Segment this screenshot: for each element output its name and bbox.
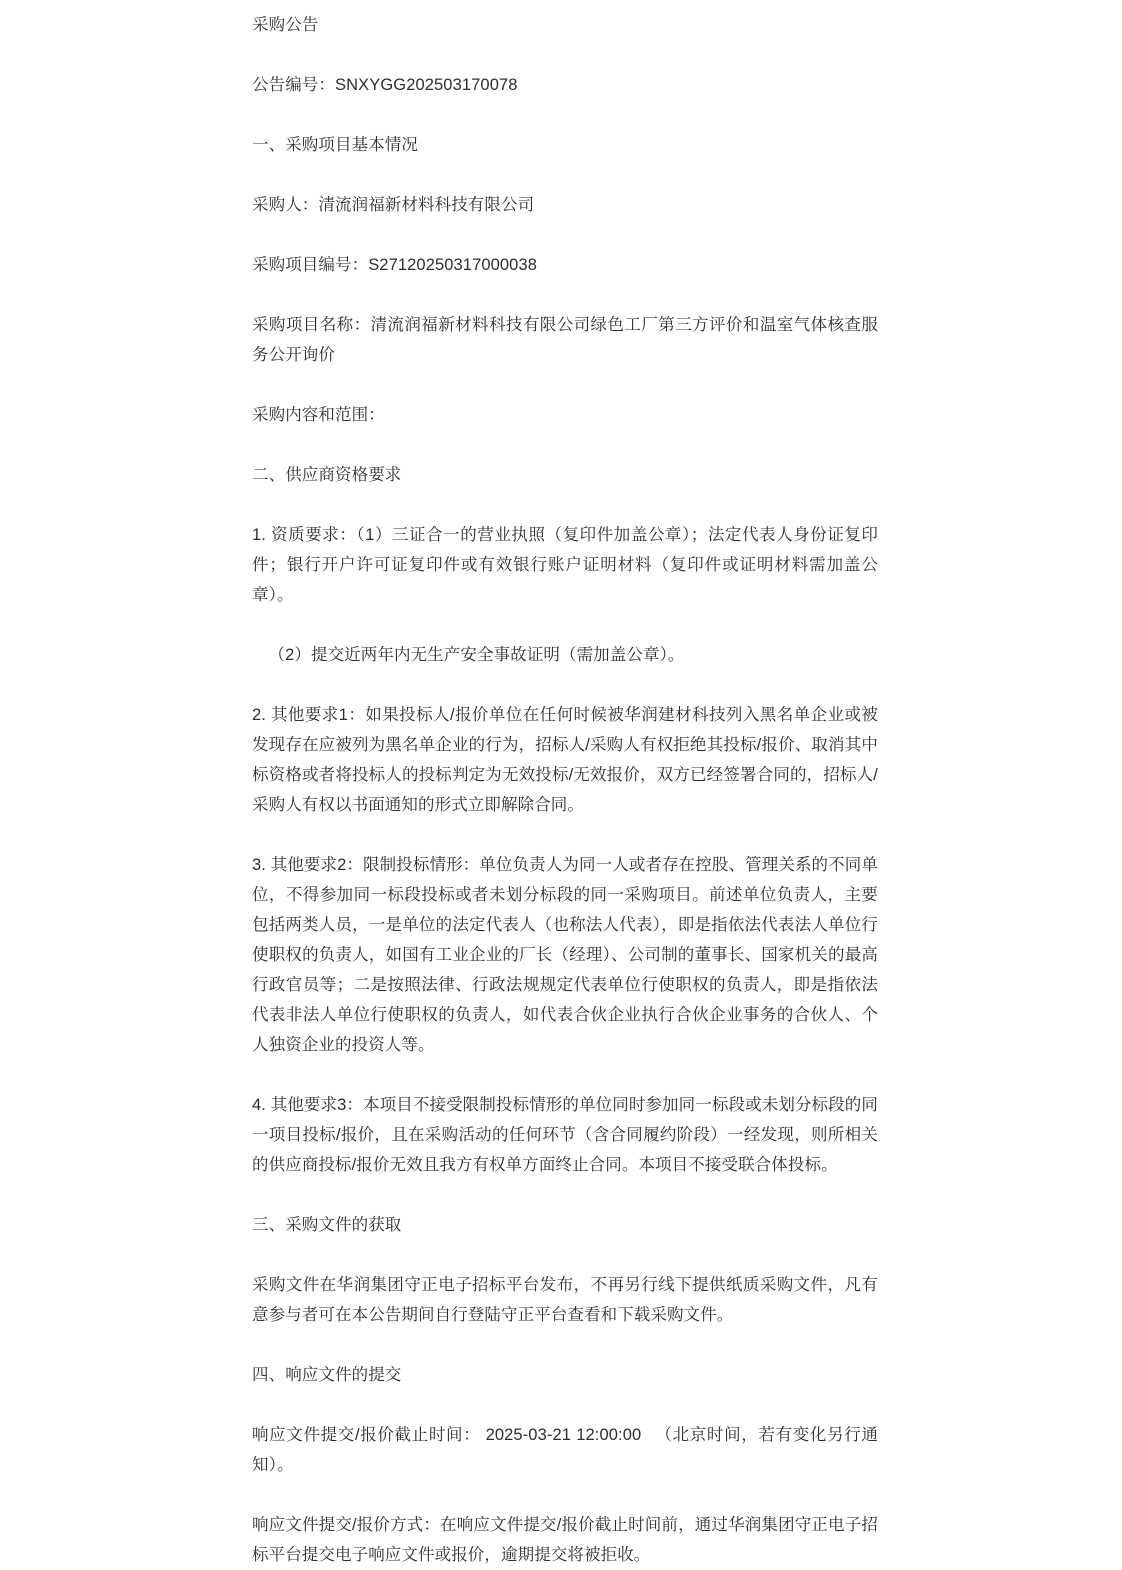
- section-heading-basic-info: 一、采购项目基本情况: [252, 136, 418, 154]
- section-heading-response-submission: 四、响应文件的提交: [252, 1366, 402, 1384]
- project-number-line: 采购项目编号：S27120250317000038: [252, 256, 538, 274]
- section-heading-supplier-qualification: 二、供应商资格要求: [252, 466, 402, 484]
- notice-number-line: 公告编号：SNXYGG202503170078: [252, 76, 518, 94]
- submission-method-text: 响应文件提交/报价方式：在响应文件提交/报价截止时间前，通过华润集团守正电子招标平台提交电子响应文件或报价，逾期提交将被拒收。: [252, 1516, 878, 1564]
- other-requirement-2: 3. 其他要求2：限制投标情形：单位负责人为同一人或者存在控股、管理关系的不同单位，不得参加同一标段投标或者未划分标段的同一采购项目。前述单位负责人，主要包括两类人员，一是单位的法定代表人（也称法人代表），即是指依法代表法人单位行使职权的负责人，如国有工业企业的厂长（经理）、公司制的董事长、国家机关的最高行政官员等；二是按照法律、行政法规规定代表单位行使职权的负责人，即是指依法代表非法人单位行使职权的负责人，如代表合伙企业执行合伙企业事务的合伙人、个人独资企业的投资人等。: [252, 856, 878, 1054]
- project-name-line: 采购项目名称：清流润福新材料科技有限公司绿色工厂第三方评价和温室气体核查服务公开询价: [252, 316, 878, 364]
- section-heading-document-acquisition: 三、采购文件的获取: [252, 1216, 402, 1234]
- other-requirement-3: 4. 其他要求3：本项目不接受限制投标情形的单位同时参加同一标段或未划分标段的同一项目投标/报价，且在采购活动的任何环节（含合同履约阶段）一经发现，则所相关的供应商投标/报价无效且我方有权单方面终止合同。本项目不接受联合体投标。: [252, 1096, 878, 1174]
- purchaser-line: 采购人：清流润福新材料科技有限公司: [252, 196, 535, 214]
- submission-deadline-text: 响应文件提交/报价截止时间： 2025-03-21 12:00:00 （北京时间，若有变化另行通知）。: [252, 1426, 878, 1474]
- other-requirement-1: 2. 其他要求1：如果投标人/报价单位在任何时候被华润建材科技列入黑名单企业或被发现存在应被列为黑名单企业的行为，招标人/采购人有权拒绝其投标/报价、取消其中标资格或者将投标人的投标判定为无效投标/无效报价，双方已经签署合同的，招标人/采购人有权以书面通知的形式立即解除合同。: [252, 706, 878, 814]
- qualification-requirement-2: （2）提交近两年内无生产安全事故证明（需加盖公章）。: [268, 646, 685, 664]
- procurement-scope-line: 采购内容和范围：: [252, 406, 385, 424]
- document-title: 采购公告: [252, 16, 319, 34]
- document-acquisition-text: 采购文件在华润集团守正电子招标平台发布，不再另行线下提供纸质采购文件，凡有意参与者可在本公告期间自行登陆守正平台查看和下载采购文件。: [252, 1276, 878, 1324]
- document-body: [252, 10, 878, 1570]
- qualification-requirement-1: 1. 资质要求：（1）三证合一的营业执照（复印件加盖公章）；法定代表人身份证复印件；银行开户许可证复印件或有效银行账户证明材料（复印件或证明材料需加盖公章）。: [252, 526, 878, 604]
